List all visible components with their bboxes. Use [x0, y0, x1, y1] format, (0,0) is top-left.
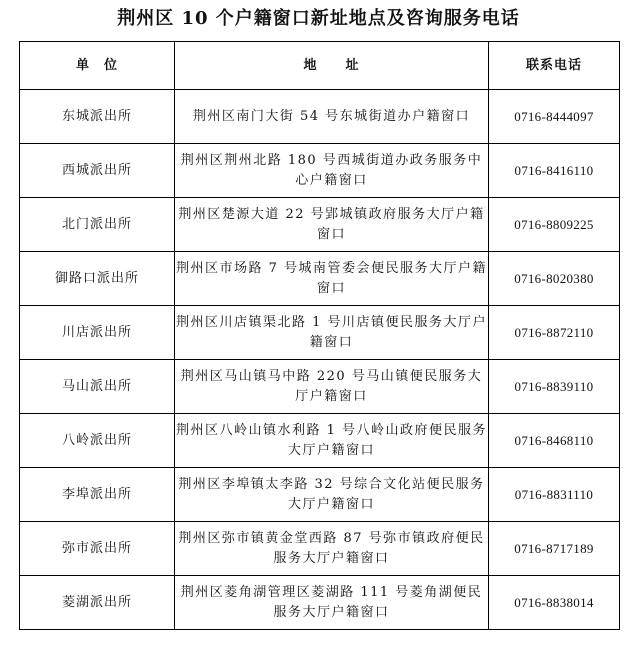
document-title: 荆州区 10 个户籍窗口新址地点及咨询服务电话 — [117, 8, 520, 29]
cell-address: 荆州区菱角湖管理区菱湖路 111 号菱角湖便民服务大厅户籍窗口 — [175, 576, 489, 630]
cell-phone: 0716-8020380 — [489, 252, 620, 306]
table-row — [20, 576, 620, 630]
cell-unit: 西城派出所 — [20, 144, 175, 198]
cell-address: 荆州区马山镇马中路 220 号马山镇便民服务大厅户籍窗口 — [175, 360, 489, 414]
cell-unit: 御路口派出所 — [20, 252, 175, 306]
cell-phone: 0716-8872110 — [489, 306, 620, 360]
table-row — [20, 468, 620, 522]
table-row — [20, 360, 620, 414]
table-row — [20, 414, 620, 468]
table-row — [20, 522, 620, 576]
header-address: 地 址 — [175, 42, 489, 90]
cell-address: 荆州区楚源大道 22 号郢城镇政府服务大厅户籍窗口 — [175, 198, 489, 252]
header-phone: 联系电话 — [489, 42, 620, 90]
cell-unit: 东城派出所 — [20, 90, 175, 144]
header-unit: 单 位 — [20, 42, 175, 90]
cell-address: 荆州区弥市镇黄金堂西路 87 号弥市镇政府便民服务大厅户籍窗口 — [175, 522, 489, 576]
cell-address: 荆州区川店镇渠北路 1 号川店镇便民服务大厅户籍窗口 — [175, 306, 489, 360]
cell-phone: 0716-8717189 — [489, 522, 620, 576]
cell-unit: 弥市派出所 — [20, 522, 175, 576]
table-row — [20, 144, 620, 198]
cell-address: 荆州区李埠镇太李路 32 号综合文化站便民服务大厅户籍窗口 — [175, 468, 489, 522]
cell-unit: 川店派出所 — [20, 306, 175, 360]
table-row — [20, 306, 620, 360]
cell-address: 荆州区八岭山镇水利路 1 号八岭山政府便民服务大厅户籍窗口 — [175, 414, 489, 468]
registry-window-table — [19, 41, 620, 630]
cell-address: 荆州区荆州北路 180 号西城街道办政务服务中心户籍窗口 — [175, 144, 489, 198]
cell-phone: 0716-8444097 — [489, 90, 620, 144]
cell-phone: 0716-8468110 — [489, 414, 620, 468]
cell-address: 荆州区南门大街 54 号东城街道办户籍窗口 — [175, 90, 489, 144]
cell-unit: 李埠派出所 — [20, 468, 175, 522]
cell-phone: 0716-8839110 — [489, 360, 620, 414]
cell-phone: 0716-8838014 — [489, 576, 620, 630]
cell-phone: 0716-8831110 — [489, 468, 620, 522]
table-row — [20, 90, 620, 144]
cell-unit: 菱湖派出所 — [20, 576, 175, 630]
cell-phone: 0716-8416110 — [489, 144, 620, 198]
cell-phone: 0716-8809225 — [489, 198, 620, 252]
cell-unit: 北门派出所 — [20, 198, 175, 252]
cell-unit: 马山派出所 — [20, 360, 175, 414]
table-row — [20, 252, 620, 306]
cell-unit: 八岭派出所 — [20, 414, 175, 468]
table-header-row — [20, 42, 620, 90]
cell-address: 荆州区市场路 7 号城南管委会便民服务大厅户籍窗口 — [175, 252, 489, 306]
table-row — [20, 198, 620, 252]
